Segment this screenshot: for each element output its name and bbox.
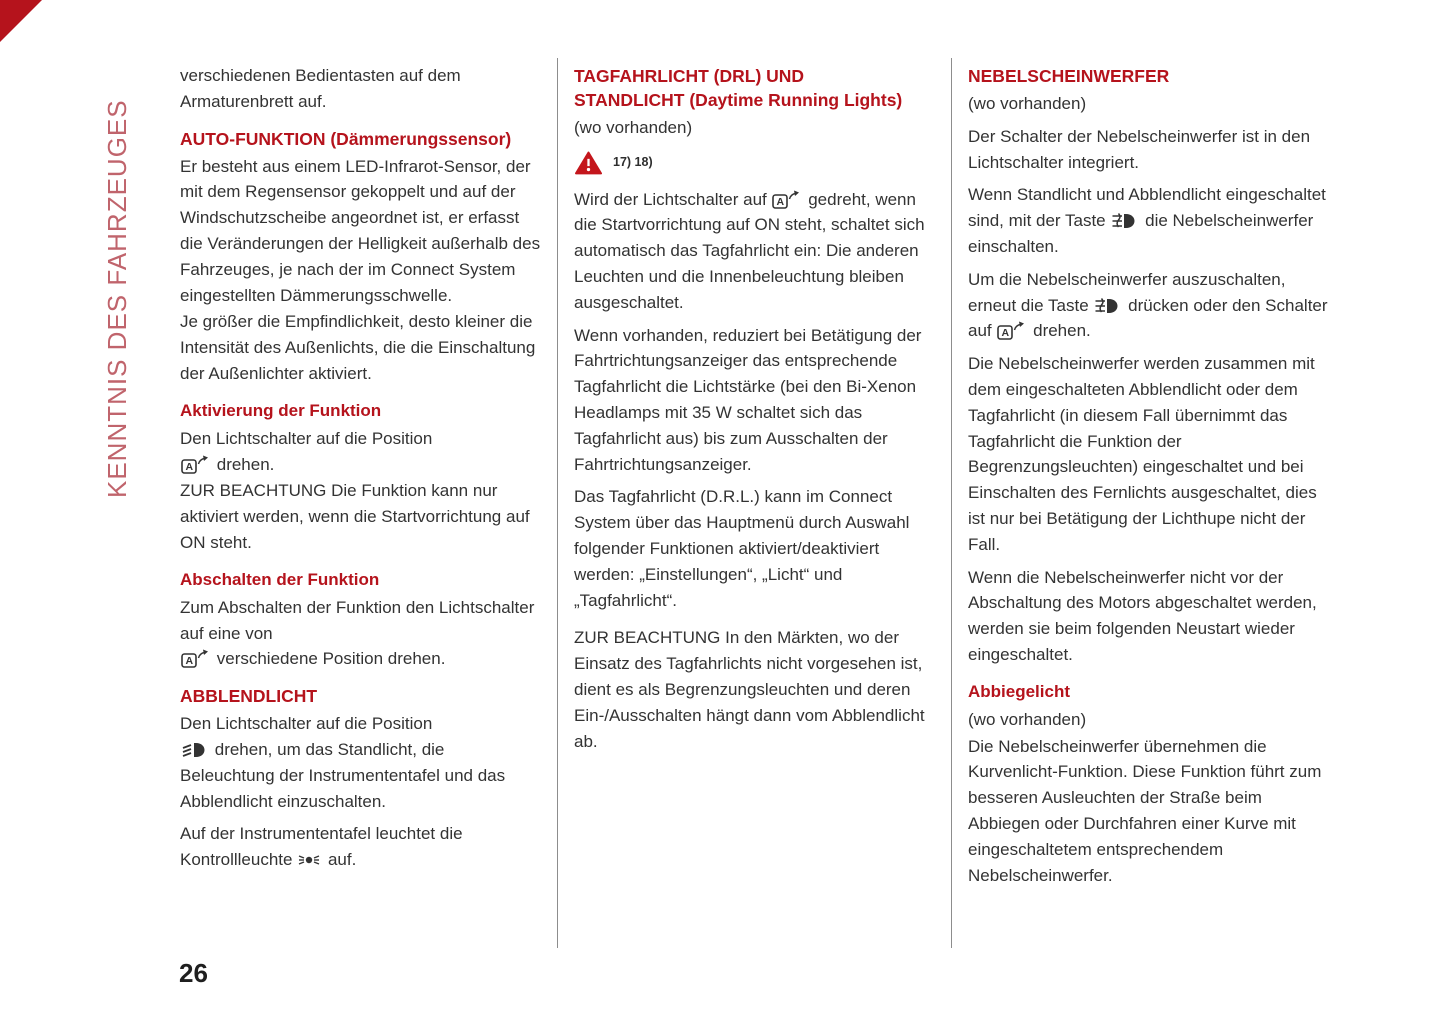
column-2	[574, 63, 938, 761]
svg-text:A: A	[776, 195, 785, 208]
paragraph-drl-indicators: Wenn vorhanden, reduziert bei Betätigung der Fahrtrichtungsanzeiger das entsprechende Tagfahrlicht die Lichtstärke (bei den Bi-Xenon Headlamps mit 35 W schaltet sich das Tagfahrlicht aus) bis zum Ausschalten der Fahrtrichtungsanzeiger.	[574, 325, 922, 474]
heading-abblendlicht: ABBLENDLICHT	[180, 686, 318, 707]
column-divider-1	[557, 58, 558, 948]
chapter-sidebar-title: KENNTNIS DES FAHRZEUGES	[102, 99, 132, 498]
text-segment: drehen.	[1033, 321, 1091, 341]
fog-light-icon	[1111, 212, 1137, 230]
heading-abschalten: Abschalten der Funktion	[180, 569, 380, 589]
paragraph-fog-off	[968, 267, 1332, 344]
text-segment: Zum Abschalten der Funktion den Lichtschalter auf eine von	[180, 597, 535, 643]
paragraph-zur-beachtung-1: ZUR BEACHTUNG Die Funktion kann nur aktiviert werden, wenn die Startvorrichtung auf ON steht.	[180, 481, 530, 552]
paragraph-fog-switch: Der Schalter der Nebelscheinwerfer ist in den Lichtschalter integriert.	[968, 126, 1311, 172]
text-segment: gedreht, wenn die Startvorrichtung auf ON steht, schaltet sich automatisch das Tagfahrlicht ein: Die anderen Leuchten und die Innenbeleuchtung bleiben ausgeschaltet.	[574, 189, 925, 312]
availability-note: (wo vorhanden)	[574, 118, 693, 137]
text-segment: verschiedene Position drehen.	[216, 649, 446, 669]
paragraph-continuation: verschiedenen Bedientasten auf dem Armaturenbrett auf.	[180, 66, 461, 111]
svg-text:A: A	[185, 460, 194, 473]
auto-light-icon	[997, 320, 1025, 340]
page-number: 26	[179, 958, 208, 988]
paragraph-abschalten	[180, 595, 542, 672]
drl-indicator-icon	[298, 853, 320, 867]
text-segment: auf.	[327, 850, 357, 870]
heading-auto-funktion: AUTO-FUNKTION (Dämmerungssensor)	[180, 128, 512, 149]
svg-text:A: A	[185, 655, 194, 668]
heading-abbiegelicht: Abbiegelicht	[968, 681, 1071, 701]
auto-light-icon	[772, 189, 800, 209]
svg-text:A: A	[1001, 327, 1010, 340]
auto-light-icon	[181, 454, 209, 474]
paragraph-abbiegelicht: Die Nebelscheinwerfer übernehmen die Kurvenlicht-Funktion. Diese Funktion führt zum besseren Ausleuchten der Straße beim Abbiegen oder Durchfahren einer Kurve mit eingeschaltetem entsprechendem Nebelscheinwerfer.	[968, 736, 1322, 885]
text-segment: Den Lichtschalter auf die Position	[180, 428, 433, 448]
text-segment: Wenn Standlicht und Abblendlicht eingeschaltet sind, mit der Taste	[968, 185, 1326, 231]
text-segment: Den Lichtschalter auf die Position	[180, 714, 433, 734]
column-3	[968, 63, 1332, 895]
text-segment: Wird der Lichtschalter auf	[574, 189, 767, 209]
paragraph-fog-on	[968, 182, 1332, 259]
paragraph-aktivierung	[180, 426, 542, 478]
availability-note: (wo vorhanden)	[968, 94, 1087, 113]
text-segment: die Nebelscheinwerfer einschalten.	[968, 211, 1314, 256]
heading-line-1: TAGFAHRLICHT (DRL) UND	[574, 66, 805, 86]
column-1	[180, 63, 542, 874]
warning-reference-row	[574, 150, 938, 176]
text-segment: Auf der Instrumententafel leuchtet die Kontrollleuchte	[180, 824, 463, 870]
text-segment: Um die Nebelscheinwerfer auszuschalten, erneut die Taste	[968, 269, 1286, 315]
column-divider-2	[951, 58, 952, 948]
paragraph-kontrollleuchte	[180, 821, 542, 873]
warning-triangle-icon	[575, 151, 602, 175]
text-segment: drücken oder den Schalter auf	[968, 295, 1328, 341]
heading-nebelscheinwerfer: NEBELSCHEINWERFER	[968, 66, 1170, 86]
paragraph-fog-behavior: Die Nebelscheinwerfer werden zusammen mit dem eingeschalteten Abblendlicht oder dem Tagfahrlicht (in diesem Fall übernimmt das Tagfahrlicht die Funktion der Begrenzungsleuchten) eingeschaltet und bei Einschalten des Fernlichts ausgeschaltet, dies ist nur bei Betätigung der Lichthupe nicht der Fall.	[968, 354, 1317, 554]
paragraph-drl-activation	[574, 187, 938, 316]
heading-tagfahrlicht	[574, 64, 938, 112]
paragraph-abblendlicht	[180, 711, 542, 814]
paragraph-auto-sensitivity: Je größer die Empfindlichkeit, desto kleiner die Intensität des Außenlichts, die die Einschaltung der Außenlichter aktiviert.	[180, 312, 536, 383]
paragraph-drl-connect: Das Tagfahrlicht (D.R.L.) kann im Connect System über das Hauptmenü durch Auswahl folgender Funktionen aktiviert/deaktiviert werden: „Einstellungen“, „Licht“ und „Tagfahrlicht“.	[574, 487, 910, 610]
paragraph-zur-beachtung-2: ZUR BEACHTUNG In den Märkten, wo der Einsatz des Tagfahrlichts nicht vorgesehen ist, dient es als Begrenzungsleuchten und deren Ein-/Ausschalten hängt dann vom Abblendlicht ab.	[574, 628, 925, 751]
availability-note: (wo vorhanden)	[968, 709, 1087, 729]
low-beam-icon	[181, 741, 207, 759]
fog-light-icon	[1094, 297, 1120, 315]
text-segment: drehen.	[216, 454, 275, 474]
page-corner-mark	[0, 0, 42, 42]
warning-note-numbers: 17) 18)	[613, 154, 653, 169]
paragraph-fog-restart: Wenn die Nebelscheinwerfer nicht vor der Abschaltung des Motors abgeschaltet werden, werden sie beim folgenden Neustart wieder eingeschaltet.	[968, 567, 1317, 664]
auto-light-icon	[181, 648, 209, 668]
text-segment: drehen, um das Standlicht, die Beleuchtung der Instrumententafel und das Abblendlicht einzuschalten.	[180, 739, 506, 811]
heading-line-2: STANDLICHT (Daytime Running Lights)	[574, 90, 903, 110]
heading-aktivierung: Aktivierung der Funktion	[180, 400, 382, 420]
paragraph-auto-sensor: Er besteht aus einem LED-Infrarot-Sensor, der mit dem Regensensor gekoppelt und auf der Windschutzscheibe angeordnet ist, er erfasst die Veränderungen der Helligkeit außerhalb des Fahrzeuges, je nach der im Connect System eingestellten Dämmerungsschwelle.	[180, 156, 541, 305]
